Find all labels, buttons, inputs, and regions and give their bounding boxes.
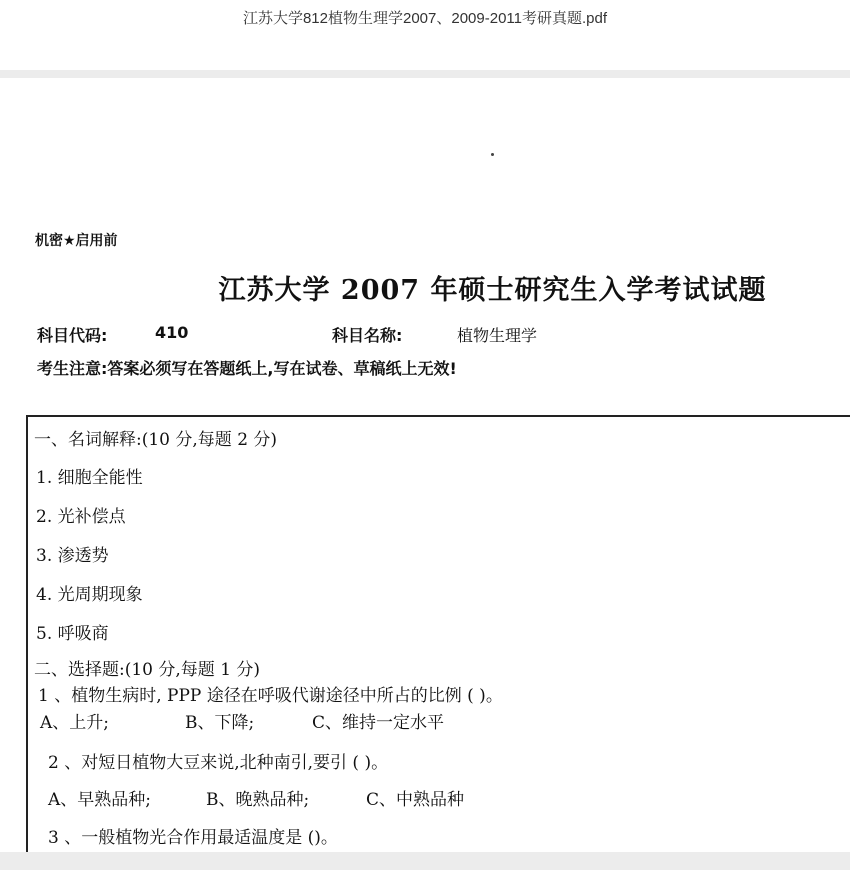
scrollbar-track[interactable] [0,852,850,870]
secret-label: 机密★启用前 [35,233,118,249]
option-b: B、下降; [185,713,255,733]
option-b: B、晚熟品种; [206,790,310,810]
question-1: 1 、植物生病时, PPP 途径在呼吸代谢途径中所占的比例 ( )。 [38,686,503,706]
subject-name: 植物生理学 [457,326,538,345]
option-c: C、中熟品种 [366,790,465,810]
subject-code-label: 科目代码: [37,326,108,345]
viewer-title: 江苏大学812植物生理学2007、2009-2011考研真题.pdf [242,10,608,27]
exam-notice: 考生注意:答案必须写在答题纸上,写在试卷、草稿纸上无效! [37,359,457,378]
pdf-page[interactable] [0,78,850,852]
option-a: A、上升; [40,713,110,733]
term-item: 3. 渗透势 [36,546,109,566]
question-2: 2 、对短日植物大豆来说,北种南引,要引 ( )。 [48,753,389,773]
option-c: C、维持一定水平 [312,713,445,733]
term-item: 2. 光补偿点 [36,507,126,527]
toolbar-divider [0,70,850,78]
scan-dot [491,153,494,156]
question-3: 3 、一般植物光合作用最适温度是 ()。 [48,828,338,848]
option-a: A、早熟品种; [48,790,152,810]
exam-title: 江苏大学 2007 年硕士研究生入学考试试题 [218,275,767,306]
question-box [26,415,850,857]
question-1-options [40,708,540,732]
section1-heading: 一、名词解释:(10 分,每题 2 分) [34,430,278,450]
subject-code: 410 [155,323,189,342]
section2-heading: 二、选择题:(10 分,每题 1 分) [34,660,261,680]
term-item: 5. 呼吸商 [36,624,109,644]
term-item: 4. 光周期现象 [36,585,143,605]
subject-name-label: 科目名称: [332,326,403,345]
term-item: 1. 细胞全能性 [36,468,143,488]
question-2-options [48,785,548,809]
subject-row [37,323,817,346]
